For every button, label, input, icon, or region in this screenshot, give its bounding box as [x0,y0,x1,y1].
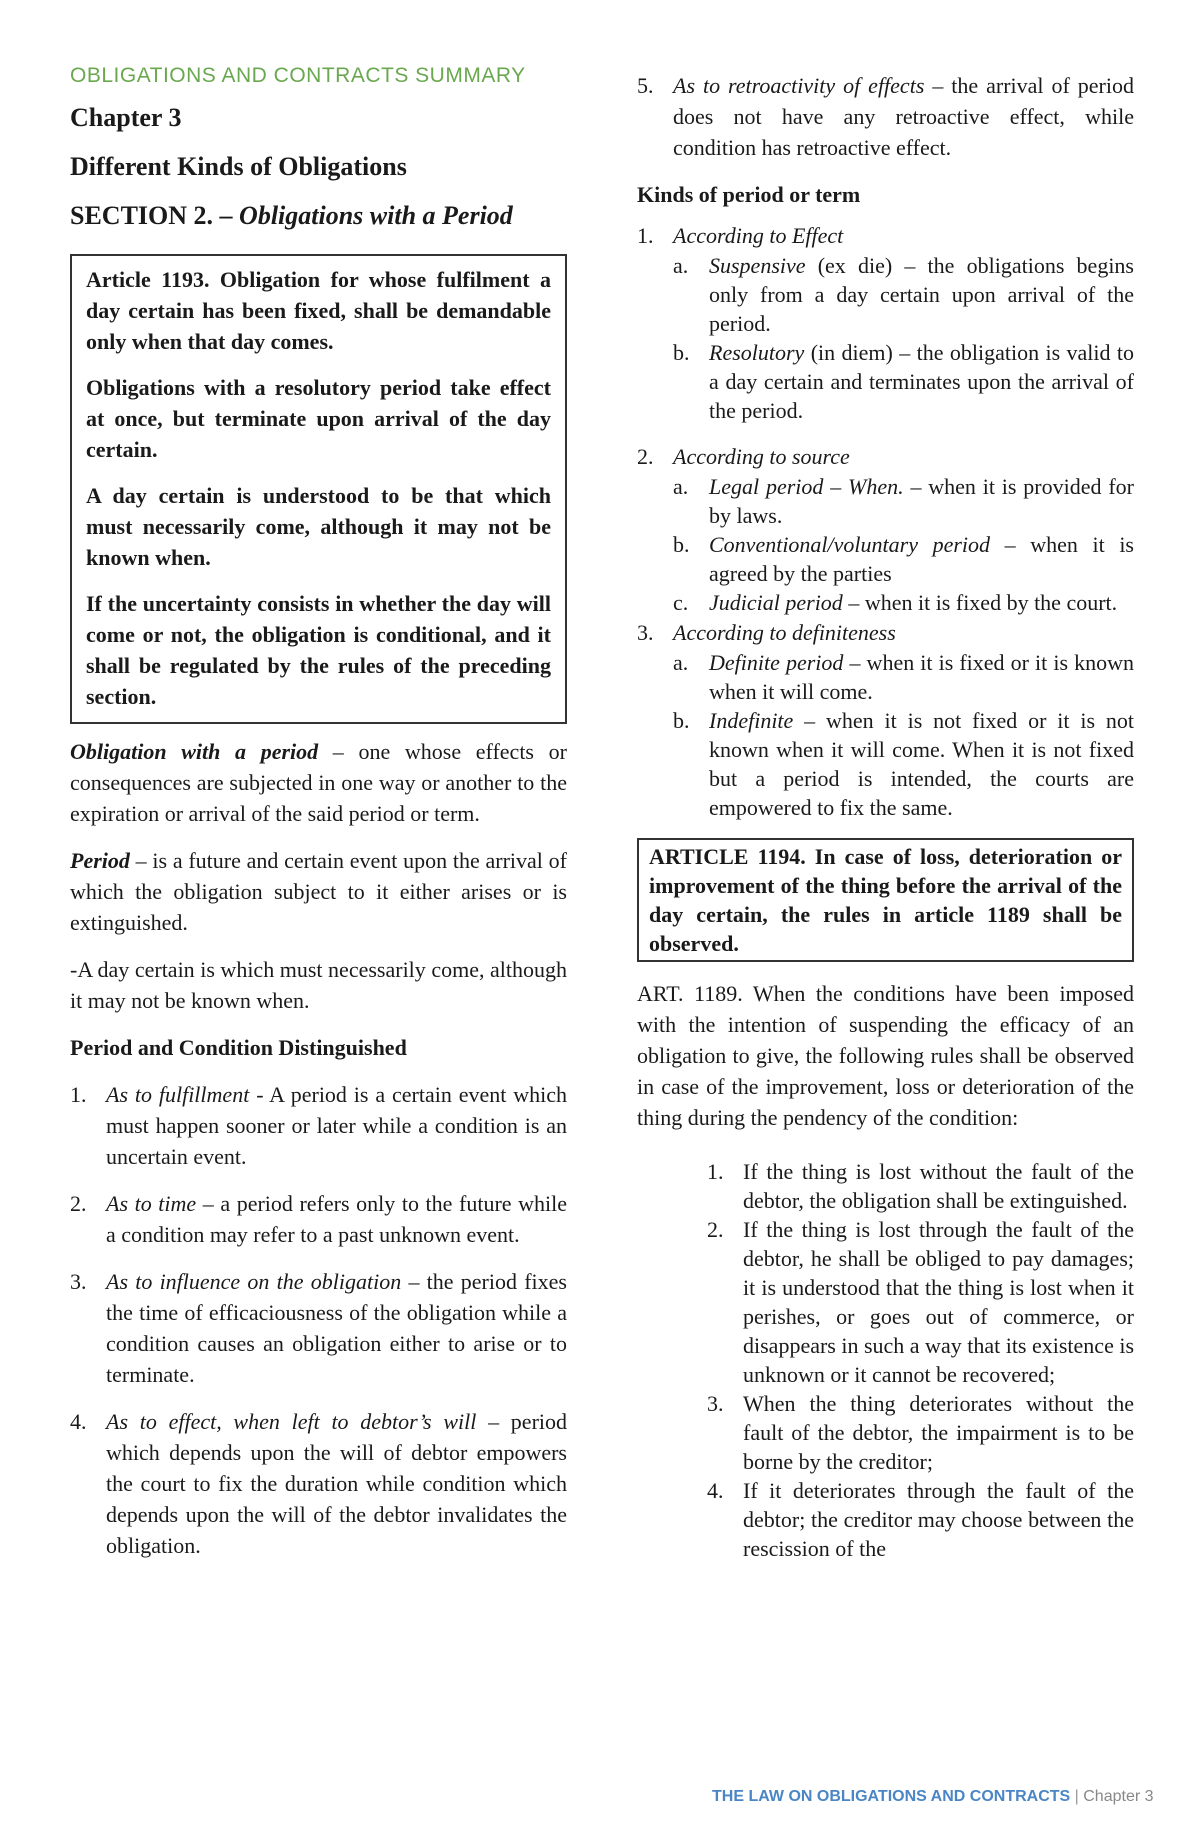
sub-letter: c. [673,590,689,615]
rule-text: If the thing is lost without the fault of the debtor, the obligation shall be extinguished. [743,1159,1134,1213]
kinds-sub-item [673,530,1134,588]
footer-separator: | [1070,1788,1084,1805]
item-title: As to fulfillment [106,1082,250,1107]
distinguished-item [70,1266,567,1390]
item-text: – the arrival of period does not have any retroactive effect, while condition has retroactive effect. [673,73,1134,160]
rule-item [707,1476,1134,1563]
right-column [637,70,1134,1563]
period-term: Period [70,848,130,873]
rule-item [707,1389,1134,1476]
sub-term: Conventional/voluntary period [709,532,991,557]
item-text: – a period refers only to the future while a condition may refer to a past unknown event. [106,1191,567,1247]
rule-number: 4. [707,1478,724,1503]
kinds-sub-item [673,588,1134,617]
sub-text: – when it is provided for by laws. [709,474,1134,528]
sub-term: Suspensive [709,253,806,278]
sub-text: – when it is agreed by the parties [709,532,1134,586]
group-title: According to Effect [673,223,844,248]
group-title: According to definiteness [673,620,896,645]
article-1189-intro: ART. 1189. When the conditions have been imposed with the intention of suspending the efficacy of an obligation to give, the following rules shall be observed in case of the improvement, loss or deterioration of the thing during the pendency of the condition: [637,981,1134,1130]
kinds-sub-item [673,648,1134,706]
sub-letter: a. [673,253,689,278]
rule-item [707,1215,1134,1389]
sub-term: Indefinite [709,708,794,733]
section-label: SECTION 2. – [70,201,233,230]
sub-letter: b. [673,340,690,365]
chapter-title: Different Kinds of Obligations [70,152,407,181]
kinds-sub-item [673,251,1134,338]
sub-term: Legal period – When. [709,474,904,499]
chapter-number: Chapter 3 [70,103,182,132]
article-1193-paragraph-2: Obligations with a resolutory period take effect at once, but terminate upon arrival of the day certain. [86,375,551,462]
item-title: As to time [106,1191,197,1216]
article-1194-box [637,838,1134,962]
day-certain-note: -A day certain is which must necessarily come, although it may not be known when. [70,957,567,1013]
distinguished-item [70,1188,567,1250]
article-1194-text: ARTICLE 1194. In case of loss, deterioration or improvement of the thing before the arrival of the day certain, the rules in article 1189 shall be observed. [649,844,1122,956]
rule-number: 1. [707,1159,724,1184]
group-title: According to source [673,444,850,469]
kinds-group [637,617,1134,648]
summary-title: OBLIGATIONS AND CONTRACTS SUMMARY [70,64,526,87]
sub-text: (in diem) – the obligation is valid to a day certain and terminates upon the arrival of the period. [709,340,1134,423]
article-1193-paragraph-3: A day certain is understood to be that which must necessarily come, although it may not be known when. [86,483,551,570]
kinds-sub-item [673,338,1134,425]
item-number: 4. [70,1409,87,1434]
sub-text: – when it is fixed or it is known when it will come. [709,650,1134,704]
rule-item [707,1157,1134,1215]
section-title: Obligations with a Period [239,201,513,230]
kinds-group [637,220,1134,251]
kinds-sub-item [673,472,1134,530]
kinds-group [637,441,1134,472]
rule-text: If it deteriorates through the fault of the debtor; the creditor may choose between the rescission of the [743,1478,1134,1561]
item-number: 5. [637,73,654,98]
rule-number: 3. [707,1391,724,1416]
item-number: 3. [70,1269,87,1294]
sub-text: – when it is not fixed or it is not known when it will come. When it is not fixed but a period is intended, the courts are empowered to fix the same. [709,708,1134,820]
kinds-heading: Kinds of period or term [637,182,861,207]
item-text: - A period is a certain event which must happen sooner or later while a condition is an uncertain event. [106,1082,567,1169]
sub-text: (ex die) – the obligations begins only from a day certain upon arrival of the period. [709,253,1134,336]
left-column [70,64,567,1561]
item-text: – the period fixes the time of efficaciousness of the obligation while a condition causes an obligation either to arise or to terminate. [106,1269,567,1387]
sub-letter: b. [673,532,690,557]
item-number: 1. [70,1082,87,1107]
article-1193-paragraph-1: Article 1193. Obligation for whose fulfilment a day certain has been fixed, shall be demandable only when that day comes. [86,267,551,354]
page-footer [712,1788,1154,1806]
sub-text: – when it is fixed by the court. [842,590,1118,615]
article-1189-rules [707,1157,1134,1563]
obligation-with-period-text: – one whose effects or consequences are subjected in one way or another to the expiration or arrival of the said period or term. [70,739,567,826]
distinguished-item [70,1406,567,1561]
item-text: – period which depends upon the will of debtor empowers the court to fix the duration while condition which depends upon the will of the debtor invalidates the obligation. [106,1409,568,1558]
sub-letter: a. [673,650,689,675]
sub-term: Definite period [709,650,844,675]
period-definition [70,845,567,938]
sub-letter: a. [673,474,689,499]
period-text: – is a future and certain event upon the arrival of which the obligation subject to it either arises or is extinguished. [70,848,567,935]
article-1193-box [70,254,567,724]
item-title: As to retroactivity of effects [673,73,925,98]
group-number: 3. [637,620,654,645]
rule-text: If the thing is lost through the fault of the debtor, he shall be obliged to pay damages; it is understood that the thing is lost when it perishes, or goes out of commerce, or disappears in such a way that its existence is unknown or it cannot be recovered; [743,1217,1135,1387]
group-number: 1. [637,223,654,248]
sub-term: Judicial period [709,590,843,615]
footer-title: THE LAW ON OBLIGATIONS AND CONTRACTS [712,1788,1071,1805]
distinguished-item [70,1079,567,1172]
article-1193-paragraph-4: If the uncertainty consists in whether the day will come or not, the obligation is conditional, and it shall be regulated by the rules of the preceding section. [86,591,551,709]
obligation-with-period-definition [70,736,567,829]
item-title: As to effect, when left to debtor’s will [106,1409,477,1434]
item-number: 2. [70,1191,87,1216]
kinds-sub-item [673,706,1134,822]
sub-letter: b. [673,708,690,733]
footer-chapter: Chapter 3 [1083,1788,1154,1805]
group-number: 2. [637,444,654,469]
sub-term: Resolutory [709,340,805,365]
distinguished-heading: Period and Condition Distinguished [70,1035,407,1060]
distinguished-item [637,70,1134,163]
obligation-with-period-term: Obligation with a period [70,739,319,764]
rule-number: 2. [707,1217,724,1242]
item-title: As to influence on the obligation [106,1269,402,1294]
rule-text: When the thing deteriorates without the fault of the debtor, the impairment is to be borne by the creditor; [743,1391,1134,1474]
section-heading [70,200,567,232]
